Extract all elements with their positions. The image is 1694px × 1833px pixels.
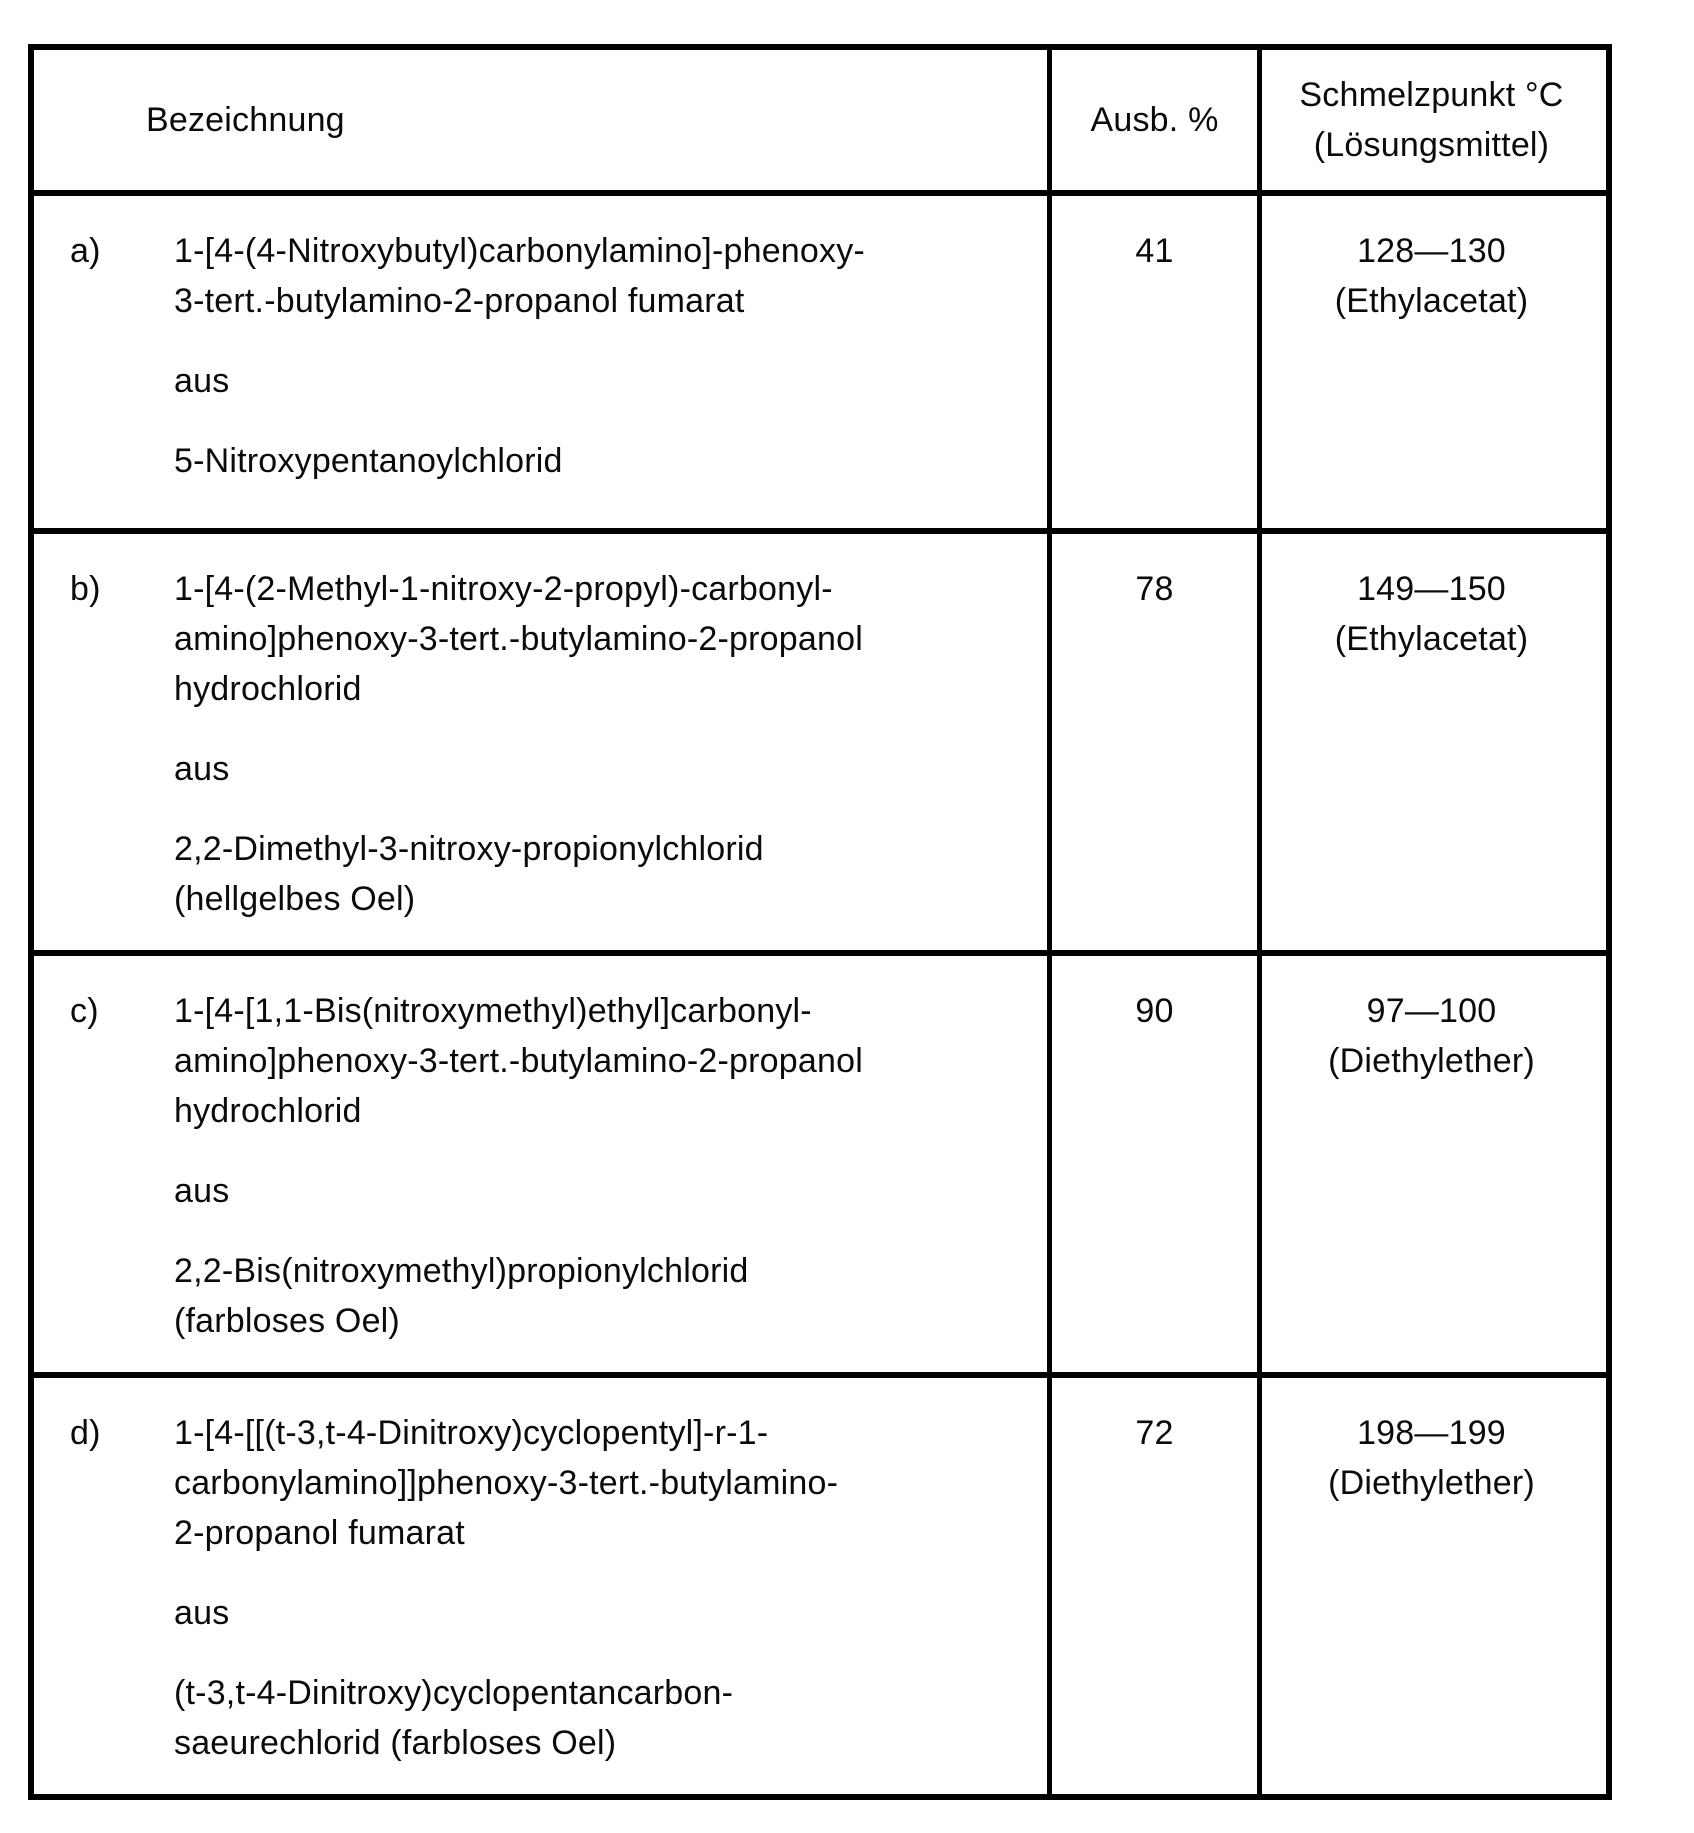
table-row-d	[34, 1378, 1606, 1794]
row-label: c)	[70, 992, 99, 1030]
melting-point-range: 198—199	[1357, 1414, 1506, 1452]
melting-point-range: 97—100	[1366, 992, 1497, 1030]
melting-point-cell	[1262, 534, 1601, 950]
compound-line: 1-[4-[1,1-Bis(nitroxymethyl)ethyl]carbonyl-	[174, 992, 812, 1030]
melting-point-cell	[1262, 1378, 1601, 1794]
compound-line: 3-tert.-butylamino-2-propanol fumarat	[174, 282, 745, 320]
bezeichnung-cell	[34, 1378, 1052, 1794]
compound-line: 1-[4-(4-Nitroxybutyl)carbonylamino]-phenoxy-	[174, 232, 865, 270]
reagent-line: (hellgelbes Oel)	[174, 880, 416, 918]
connector-aus: aus	[174, 750, 230, 788]
reagent-line: (t-3,t-4-Dinitroxy)cyclopentancarbon-	[174, 1674, 734, 1712]
table-row-a	[34, 196, 1606, 534]
solvent: (Ethylacetat)	[1334, 620, 1529, 658]
solvent: (Diethylether)	[1328, 1464, 1535, 1502]
solvent: (Ethylacetat)	[1334, 282, 1529, 320]
row-label: a)	[70, 232, 101, 270]
bezeichnung-content	[174, 986, 1047, 1346]
reagent-line: saeurechlorid (farbloses Oel)	[174, 1724, 617, 1762]
header-bezeichnung: Bezeichnung	[34, 50, 1052, 190]
table-header-row	[34, 50, 1606, 196]
compound-line: 1-[4-(2-Methyl-1-nitroxy-2-propyl)-carbonyl-	[174, 570, 833, 608]
compound-name	[174, 564, 1027, 714]
compound-line: amino]phenoxy-3-tert.-butylamino-2-propanol	[174, 620, 863, 658]
melting-point-cell	[1262, 196, 1601, 528]
reagent-name	[174, 1246, 1027, 1346]
reagent-name	[174, 436, 1027, 486]
yield-value: 78	[1052, 534, 1262, 950]
reagent-name	[174, 824, 1027, 924]
header-schmelzpunkt-line2: (Lösungsmittel)	[1313, 126, 1550, 164]
bezeichnung-content	[174, 564, 1047, 924]
reagent-line: (farbloses Oel)	[174, 1302, 400, 1340]
melting-point-range: 128—130	[1357, 232, 1506, 270]
row-label: d)	[70, 1414, 101, 1452]
header-schmelzpunkt-line1: Schmelzpunkt °C	[1299, 76, 1564, 114]
compound-line: 2-propanol fumarat	[174, 1514, 465, 1552]
yield-value: 41	[1052, 196, 1262, 528]
table-row-c	[34, 956, 1606, 1378]
connector-aus: aus	[174, 362, 230, 400]
connector-aus: aus	[174, 1594, 230, 1632]
bezeichnung-content	[174, 1408, 1047, 1768]
compound-results-table	[28, 44, 1612, 1800]
compound-name	[174, 226, 1027, 326]
compound-name	[174, 986, 1027, 1136]
yield-value: 90	[1052, 956, 1262, 1372]
table-row-b	[34, 534, 1606, 956]
header-ausbeute: Ausb. %	[1052, 50, 1262, 190]
reagent-line: 5-Nitroxypentanoylchlorid	[174, 442, 563, 480]
compound-line: carbonylamino]]phenoxy-3-tert.-butylamino-	[174, 1464, 839, 1502]
compound-line: hydrochlorid	[174, 1092, 362, 1130]
reagent-line: 2,2-Bis(nitroxymethyl)propionylchlorid	[174, 1252, 749, 1290]
yield-value: 72	[1052, 1378, 1262, 1794]
compound-line: amino]phenoxy-3-tert.-butylamino-2-propanol	[174, 1042, 863, 1080]
bezeichnung-cell	[34, 534, 1052, 950]
reagent-line: 2,2-Dimethyl-3-nitroxy-propionylchlorid	[174, 830, 764, 868]
header-schmelzpunkt	[1262, 50, 1601, 190]
bezeichnung-cell	[34, 196, 1052, 528]
bezeichnung-content	[174, 226, 1047, 486]
compound-line: hydrochlorid	[174, 670, 362, 708]
row-label: b)	[70, 570, 101, 608]
melting-point-cell	[1262, 956, 1601, 1372]
bezeichnung-cell	[34, 956, 1052, 1372]
melting-point-range: 149—150	[1357, 570, 1506, 608]
compound-name	[174, 1408, 1027, 1558]
reagent-name	[174, 1668, 1027, 1768]
connector-aus: aus	[174, 1172, 230, 1210]
compound-line: 1-[4-[[(t-3,t-4-Dinitroxy)cyclopentyl]-r-1-	[174, 1414, 769, 1452]
solvent: (Diethylether)	[1328, 1042, 1535, 1080]
